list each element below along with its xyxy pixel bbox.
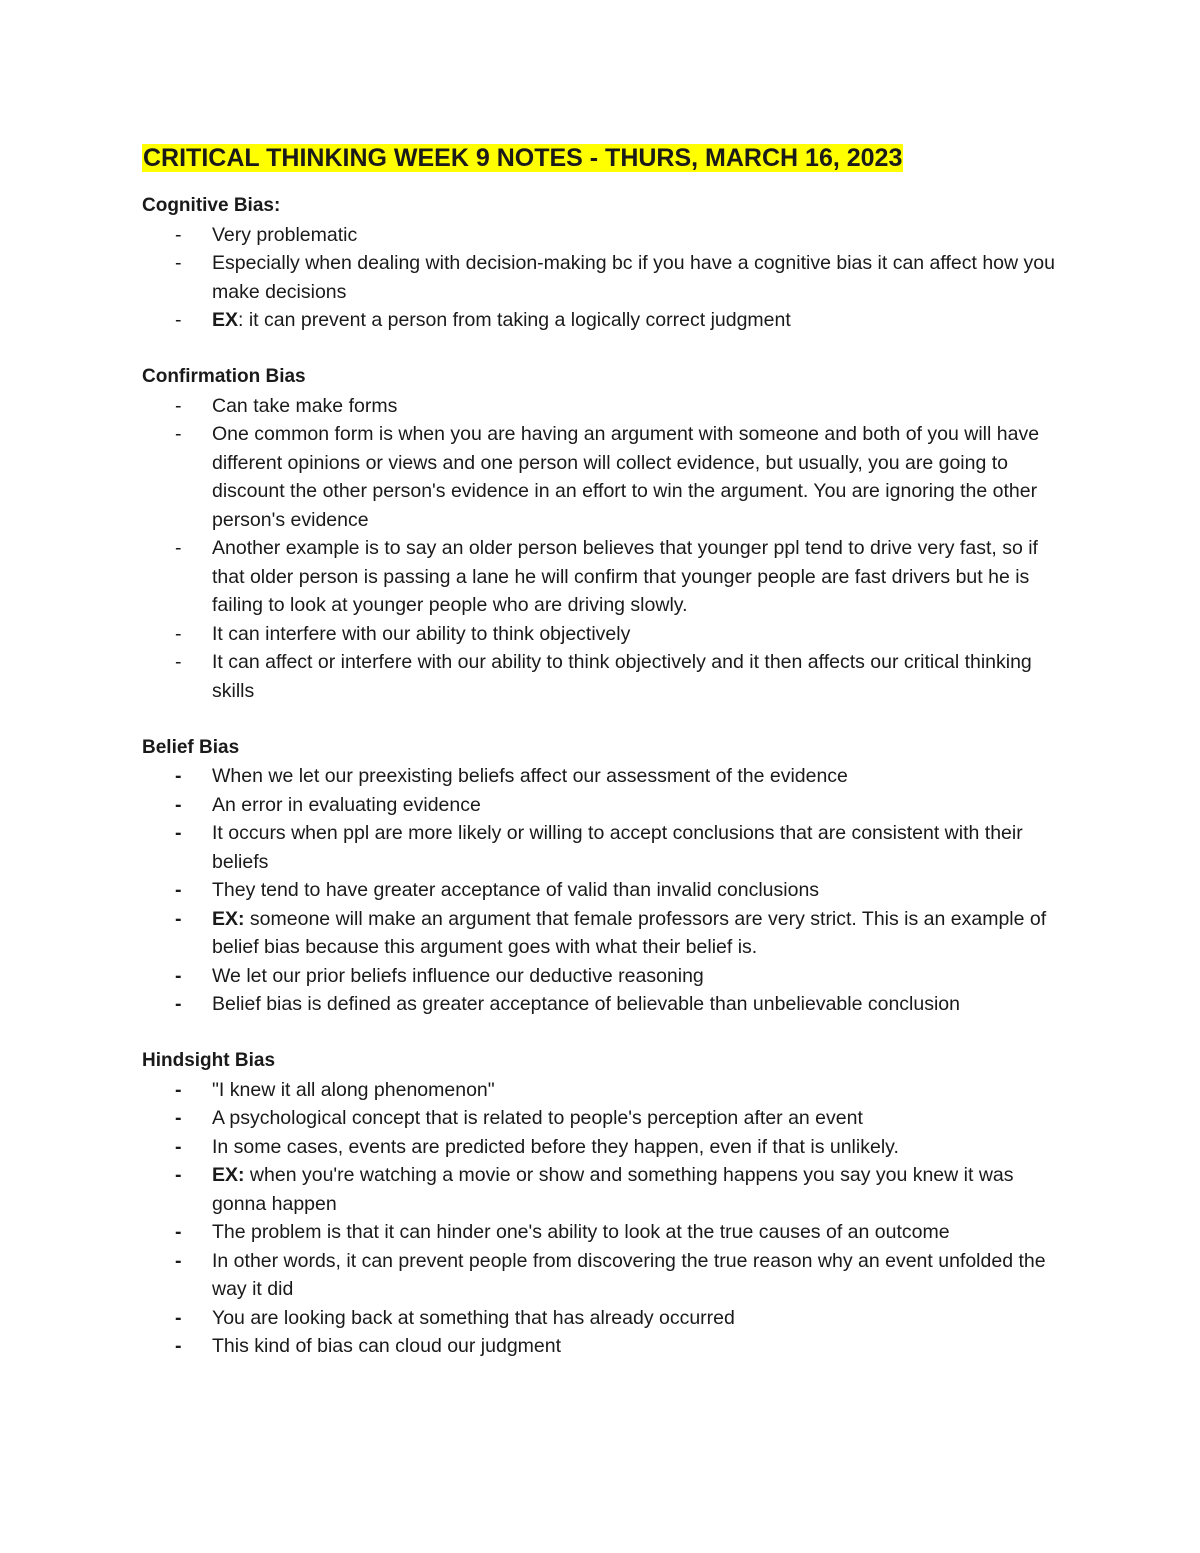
- bullet-dash: -: [175, 1078, 182, 1101]
- bullet-dash: -: [175, 1221, 182, 1243]
- bullet-dash: -: [175, 1164, 182, 1186]
- bullet-dash: -: [175, 1306, 182, 1329]
- list-item: [142, 1133, 1072, 1162]
- bullet-dash: -: [175, 252, 182, 274]
- bullet-dash: -: [175, 964, 182, 987]
- section-heading: Confirmation Bias: [142, 366, 306, 387]
- list-item-text: You are looking back at something that has already occurred: [212, 1306, 735, 1329]
- list-item: [142, 1218, 1072, 1247]
- bullet-dash: -: [175, 793, 182, 816]
- list-item-text: An error in evaluating evidence: [212, 793, 481, 816]
- example-label: EX:: [212, 907, 245, 930]
- list-item-text: Can take make forms: [212, 394, 398, 417]
- list-item: [142, 392, 1072, 421]
- document-page: [142, 140, 1072, 1389]
- list-item: [142, 1161, 1072, 1218]
- list-item-text: This kind of bias can cloud our judgment: [212, 1335, 562, 1357]
- notes-section: [142, 192, 1072, 335]
- section-heading: Belief Bias: [142, 736, 240, 758]
- notes-section: [142, 363, 1072, 705]
- list-item: [142, 990, 1072, 1019]
- list-item-text: when you're watching a movie or show and something happens you say you knew it was gonna happen: [212, 1164, 1014, 1215]
- list-item-text: someone will make an argument that female professors are very strict. This is an example of belief bias because this argument goes with what their belief is.: [212, 907, 1047, 958]
- title-highlight: CRITICAL THINKING WEEK 9 NOTES - THURS, MARCH 16, 2023: [143, 144, 903, 172]
- notes-section: [142, 1047, 1072, 1361]
- section-heading: Hindsight Bias: [142, 1050, 276, 1071]
- list-item-text: Another example is to say an older person believes that younger ppl tend to drive very fast, so if that older person is passing a lane he will confirm that younger people are fast drivers but he is failing to look at younger people who are driving slowly.: [212, 537, 1038, 616]
- bullet-list: [142, 1076, 1072, 1361]
- bullet-dash: -: [175, 1135, 182, 1158]
- notes-section: [142, 734, 1072, 1019]
- section-heading: Cognitive Bias:: [142, 195, 281, 216]
- bullet-dash: -: [175, 1107, 182, 1129]
- bullet-list: [142, 221, 1072, 335]
- list-item: [142, 762, 1072, 791]
- list-item: [142, 221, 1072, 250]
- list-item: [142, 1304, 1072, 1333]
- list-item: [142, 620, 1072, 649]
- list-item-text: The problem is that it can hinder one's ability to look at the true causes of an outcome: [212, 1221, 950, 1243]
- bullet-dash: -: [175, 1335, 182, 1357]
- list-item: [142, 819, 1072, 876]
- bullet-dash: -: [175, 651, 182, 673]
- list-item-text: "I knew it all along phenomenon": [212, 1078, 495, 1101]
- bullet-list: [142, 392, 1072, 706]
- list-item: [142, 648, 1072, 705]
- bullet-dash: -: [175, 765, 182, 787]
- bullet-dash: -: [175, 423, 182, 445]
- list-item: [142, 534, 1072, 620]
- list-item-text: It can affect or interfere with our ability to think objectively and it then affects our critical thinking skills: [212, 651, 1032, 702]
- list-item-text: When we let our preexisting beliefs affect our assessment of the evidence: [212, 765, 848, 787]
- list-item: [142, 1247, 1072, 1304]
- bullet-dash: -: [175, 622, 182, 645]
- list-item-text: In some cases, events are predicted before they happen, even if that is unlikely.: [212, 1135, 899, 1158]
- list-item: [142, 420, 1072, 534]
- list-item-text: Belief bias is defined as greater acceptance of believable than unbelievable conclusion: [212, 993, 960, 1015]
- list-item: [142, 1332, 1072, 1361]
- list-item-text: It can interfere with our ability to think objectively: [212, 622, 631, 645]
- list-item-text: : it can prevent a person from taking a logically correct judgment: [238, 309, 791, 331]
- list-item: [142, 1104, 1072, 1133]
- list-item-text: One common form is when you are having an argument with someone and both of you will have different opinions or views and one person will collect evidence, but usually, you are going to discount the other person's evidence in an effort to win the argument. You are ignoring the other person's evidence: [212, 423, 1040, 531]
- list-item-text: Very problematic: [212, 223, 358, 246]
- list-item: [142, 306, 1072, 335]
- list-item: [142, 249, 1072, 306]
- list-item-text: It occurs when ppl are more likely or willing to accept conclusions that are consistent with their beliefs: [212, 822, 1023, 873]
- bullet-dash: -: [175, 907, 182, 930]
- list-item-text: We let our prior beliefs influence our deductive reasoning: [212, 964, 704, 987]
- bullet-dash: -: [175, 394, 182, 417]
- bullet-dash: -: [175, 993, 182, 1015]
- list-item-text: Especially when dealing with decision-making bc if you have a cognitive bias it can affect how you make decisions: [212, 252, 1055, 303]
- list-item-text: A psychological concept that is related to people's perception after an event: [212, 1107, 863, 1129]
- bullet-dash: -: [175, 822, 182, 844]
- list-item-text: In other words, it can prevent people from discovering the true reason why an event unfolded the way it did: [212, 1249, 1046, 1300]
- bullet-list: [142, 762, 1072, 1019]
- list-item-text: They tend to have greater acceptance of valid than invalid conclusions: [212, 879, 820, 901]
- notes-body: [142, 192, 1072, 1361]
- list-item: [142, 905, 1072, 962]
- bullet-dash: -: [175, 537, 182, 559]
- bullet-dash: -: [175, 223, 182, 246]
- list-item: [142, 791, 1072, 820]
- list-item: [142, 962, 1072, 991]
- example-label: EX:: [212, 1164, 245, 1186]
- bullet-dash: -: [175, 1249, 182, 1272]
- bullet-dash: -: [175, 879, 182, 901]
- bullet-dash: -: [175, 309, 182, 331]
- list-item: [142, 876, 1072, 905]
- page-title: [142, 140, 1072, 176]
- list-item: [142, 1076, 1072, 1105]
- example-label: EX: [212, 309, 239, 331]
